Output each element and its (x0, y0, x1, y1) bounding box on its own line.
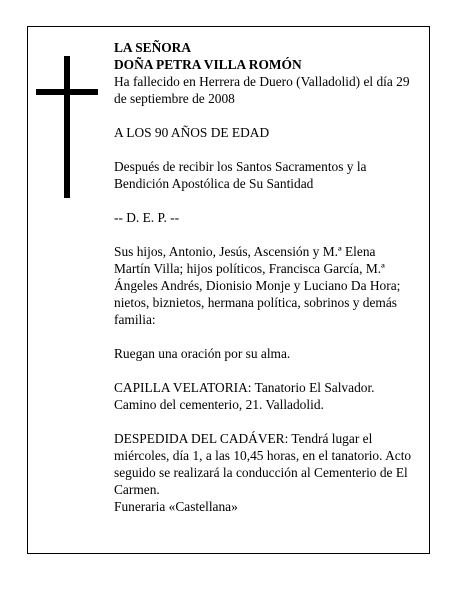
farewell-line: seguido se realizará la conducción al Cementerio de El (114, 465, 408, 480)
spacer (114, 107, 414, 124)
chapel-line: CAPILLA VELATORIA: Tanatorio El Salvador. (114, 380, 375, 395)
spacer (114, 413, 414, 430)
obituary-text (114, 39, 414, 515)
spacer (114, 328, 414, 345)
sacraments-line: Bendición Apostólica de Su Santidad (114, 176, 314, 191)
family-line: familia: (114, 312, 156, 327)
spacer (114, 192, 414, 209)
family-line: Ángeles Andrés, Dionisio Monje y Luciano Da Hora; (114, 278, 401, 293)
rip-line: -- D. E. P. -- (114, 210, 180, 225)
family-line: Martín Villa; hijos políticos, Francisca García, M.ª (114, 261, 385, 276)
spacer (114, 141, 414, 158)
farewell-line: miércoles, día 1, a las 10,45 horas, en el tanatorio. Acto (114, 448, 412, 463)
farewell-line: DESPEDIDA DEL CADÁVER: Tendrá lugar el (114, 431, 373, 446)
latin-cross-icon (36, 56, 98, 198)
funeral-home: Funeraria «Castellana» (114, 499, 238, 514)
spacer (114, 362, 414, 379)
notice-title: LA SEÑORA (114, 40, 192, 55)
death-line: Ha fallecido en Herrera de Duero (Valladolid) el día 29 (114, 74, 410, 89)
cross-horizontal-bar (36, 89, 98, 95)
cross-vertical-bar (64, 56, 70, 198)
chapel-line: Camino del cementerio, 21. Valladolid. (114, 397, 324, 412)
family-line: nietos, biznietos, hermana política, sobrinos y demás (114, 295, 398, 310)
prayer-line: Ruegan una oración por su alma. (114, 346, 291, 361)
age-line: A LOS 90 AÑOS DE EDAD (114, 125, 270, 140)
deceased-name: DOÑA PETRA VILLA ROMÓN (114, 57, 302, 72)
sacraments-line: Después de recibir los Santos Sacramentos y la (114, 159, 367, 174)
spacer (114, 226, 414, 243)
farewell-line: Carmen. (114, 482, 160, 497)
family-line: Sus hijos, Antonio, Jesús, Ascensión y M.ª Elena (114, 244, 376, 259)
death-line: de septiembre de 2008 (114, 91, 235, 106)
